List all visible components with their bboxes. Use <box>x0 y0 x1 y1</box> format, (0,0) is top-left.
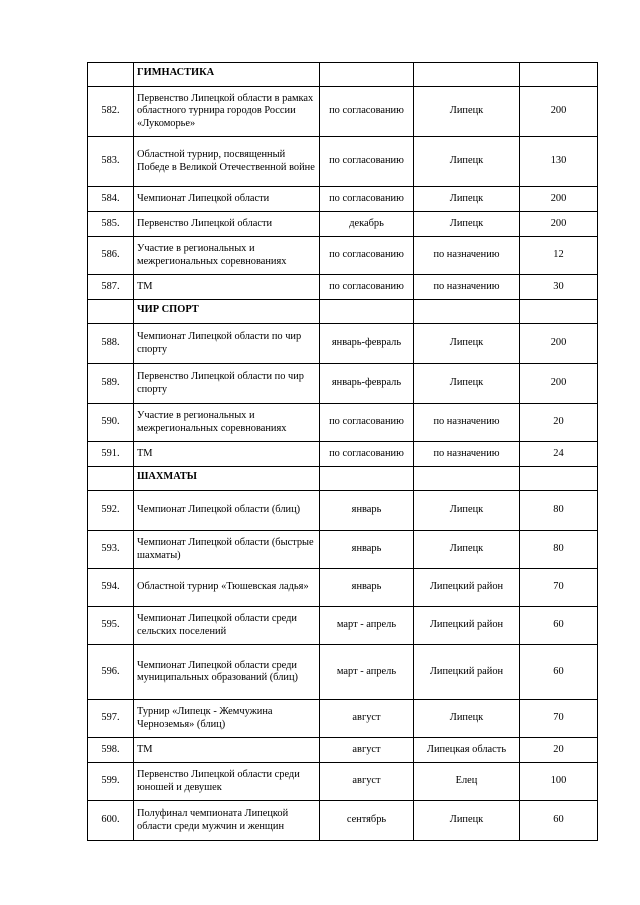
table-row <box>88 364 598 404</box>
event-date: январь-февраль <box>320 324 414 364</box>
event-date: март - апрель <box>320 645 414 700</box>
row-number: 587. <box>88 275 134 300</box>
table-row <box>88 645 598 700</box>
table-row <box>88 237 598 275</box>
event-place <box>414 467 520 491</box>
row-number: 600. <box>88 801 134 841</box>
row-number: 593. <box>88 531 134 569</box>
row-number: 583. <box>88 137 134 187</box>
table-row <box>88 738 598 763</box>
event-place: Липецк <box>414 531 520 569</box>
participants-count: 60 <box>520 645 598 700</box>
event-name: Чемпионат Липецкой области по чир спорту <box>134 324 320 364</box>
event-place: Липецк <box>414 364 520 404</box>
section-row <box>88 63 598 87</box>
table-row <box>88 607 598 645</box>
participants-count <box>520 467 598 491</box>
event-place: Липецкий район <box>414 607 520 645</box>
table-row <box>88 324 598 364</box>
event-date: январь <box>320 531 414 569</box>
event-name: Первенство Липецкой области <box>134 212 320 237</box>
event-name: Чемпионат Липецкой области среди муниципальных образований (блиц) <box>134 645 320 700</box>
event-place <box>414 300 520 324</box>
event-place: Липецк <box>414 87 520 137</box>
event-name: Участие в региональных и межрегиональных соревнованиях <box>134 237 320 275</box>
event-date: январь <box>320 491 414 531</box>
event-name: Областной турнир, посвященный Победе в Великой Отечественной войне <box>134 137 320 187</box>
row-number: 584. <box>88 187 134 212</box>
row-number: 599. <box>88 763 134 801</box>
event-name: Чемпионат Липецкой области (быстрые шахматы) <box>134 531 320 569</box>
event-place: по назначению <box>414 404 520 442</box>
event-date: август <box>320 738 414 763</box>
event-place: Елец <box>414 763 520 801</box>
event-place: Липецк <box>414 491 520 531</box>
table-row <box>88 801 598 841</box>
participants-count: 20 <box>520 738 598 763</box>
event-name: ТМ <box>134 442 320 467</box>
event-place: Липецк <box>414 187 520 212</box>
event-place: по назначению <box>414 275 520 300</box>
table-row <box>88 137 598 187</box>
event-place: Липецкий район <box>414 569 520 607</box>
event-place: Липецкая область <box>414 738 520 763</box>
event-name: ТМ <box>134 275 320 300</box>
event-place: Липецкий район <box>414 645 520 700</box>
table-row <box>88 763 598 801</box>
event-place: по назначению <box>414 442 520 467</box>
section-title: ГИМНАСТИКА <box>134 63 320 87</box>
event-name: Чемпионат Липецкой области среди сельских поселений <box>134 607 320 645</box>
row-number: 590. <box>88 404 134 442</box>
participants-count: 200 <box>520 364 598 404</box>
table-row <box>88 212 598 237</box>
event-name: ТМ <box>134 738 320 763</box>
event-date: август <box>320 700 414 738</box>
table-row <box>88 87 598 137</box>
row-number: 582. <box>88 87 134 137</box>
row-number: 585. <box>88 212 134 237</box>
participants-count: 80 <box>520 531 598 569</box>
participants-count: 60 <box>520 801 598 841</box>
participants-count: 20 <box>520 404 598 442</box>
event-place: по назначению <box>414 237 520 275</box>
event-place: Липецк <box>414 324 520 364</box>
participants-count: 24 <box>520 442 598 467</box>
event-date: по согласованию <box>320 237 414 275</box>
table-row <box>88 700 598 738</box>
event-date: январь <box>320 569 414 607</box>
event-date <box>320 63 414 87</box>
row-number: 594. <box>88 569 134 607</box>
event-date: по согласованию <box>320 87 414 137</box>
participants-count: 60 <box>520 607 598 645</box>
participants-count: 80 <box>520 491 598 531</box>
event-date: декабрь <box>320 212 414 237</box>
row-number <box>88 63 134 87</box>
row-number: 589. <box>88 364 134 404</box>
event-date: январь-февраль <box>320 364 414 404</box>
section-row <box>88 300 598 324</box>
row-number <box>88 467 134 491</box>
table-row <box>88 491 598 531</box>
event-place: Липецк <box>414 801 520 841</box>
participants-count: 130 <box>520 137 598 187</box>
event-date: по согласованию <box>320 275 414 300</box>
event-name: Полуфинал чемпионата Липецкой области среди мужчин и женщин <box>134 801 320 841</box>
table-row <box>88 531 598 569</box>
event-name: Чемпионат Липецкой области (блиц) <box>134 491 320 531</box>
event-name: Первенство Липецкой области по чир спорту <box>134 364 320 404</box>
row-number: 597. <box>88 700 134 738</box>
table-row <box>88 275 598 300</box>
event-date: август <box>320 763 414 801</box>
participants-count: 100 <box>520 763 598 801</box>
participants-count: 200 <box>520 87 598 137</box>
participants-count: 200 <box>520 212 598 237</box>
events-table <box>87 62 598 841</box>
event-date <box>320 300 414 324</box>
row-number <box>88 300 134 324</box>
event-name: Чемпионат Липецкой области <box>134 187 320 212</box>
row-number: 588. <box>88 324 134 364</box>
event-date: по согласованию <box>320 442 414 467</box>
participants-count: 200 <box>520 324 598 364</box>
event-name: Первенство Липецкой области среди юношей и девушек <box>134 763 320 801</box>
participants-count: 200 <box>520 187 598 212</box>
row-number: 595. <box>88 607 134 645</box>
event-date: по согласованию <box>320 137 414 187</box>
event-place: Липецк <box>414 700 520 738</box>
event-place: Липецк <box>414 212 520 237</box>
row-number: 592. <box>88 491 134 531</box>
section-title: ЧИР СПОРТ <box>134 300 320 324</box>
table-row <box>88 569 598 607</box>
row-number: 598. <box>88 738 134 763</box>
event-place <box>414 63 520 87</box>
event-date <box>320 467 414 491</box>
participants-count: 70 <box>520 700 598 738</box>
event-name: Первенство Липецкой области в рамках областного турнира городов России «Лукоморье» <box>134 87 320 137</box>
participants-count <box>520 63 598 87</box>
participants-count: 70 <box>520 569 598 607</box>
event-date: по согласованию <box>320 187 414 212</box>
participants-count: 12 <box>520 237 598 275</box>
table-row <box>88 442 598 467</box>
participants-count <box>520 300 598 324</box>
table-row <box>88 404 598 442</box>
event-date: сентябрь <box>320 801 414 841</box>
row-number: 591. <box>88 442 134 467</box>
row-number: 586. <box>88 237 134 275</box>
section-row <box>88 467 598 491</box>
section-title: ШАХМАТЫ <box>134 467 320 491</box>
row-number: 596. <box>88 645 134 700</box>
event-date: март - апрель <box>320 607 414 645</box>
event-name: Турнир «Липецк - Жемчужина Черноземья» (блиц) <box>134 700 320 738</box>
event-name: Участие в региональных и межрегиональных соревнованиях <box>134 404 320 442</box>
participants-count: 30 <box>520 275 598 300</box>
table-row <box>88 187 598 212</box>
event-date: по согласованию <box>320 404 414 442</box>
event-place: Липецк <box>414 137 520 187</box>
events-table-body <box>88 63 598 841</box>
event-name: Областной турнир «Тюшевская ладья» <box>134 569 320 607</box>
